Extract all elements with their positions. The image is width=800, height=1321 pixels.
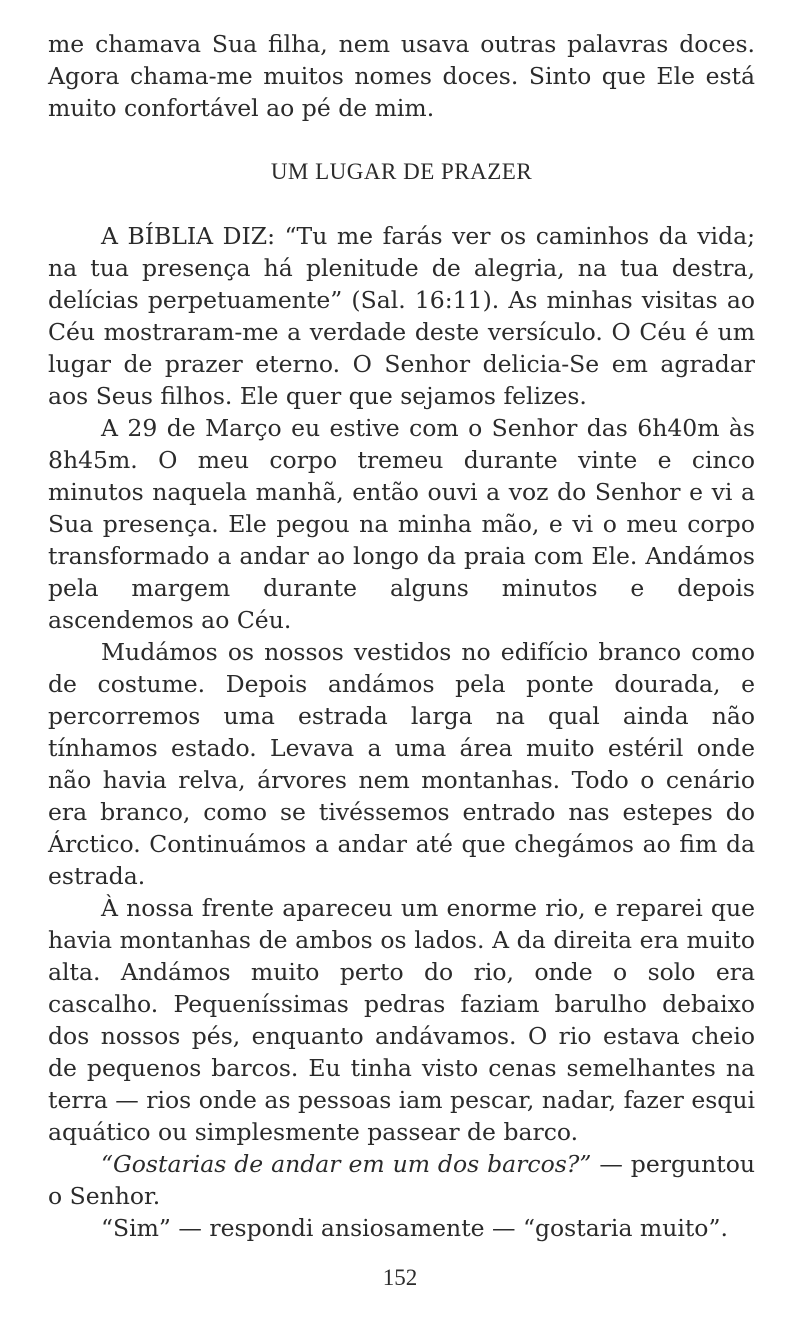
page-number: 152: [382, 1265, 418, 1290]
dialogue-question-quote: “Gostarias de andar em um dos barcos?”: [101, 1150, 592, 1178]
book-page: [48, 28, 755, 1244]
intro-paragraph: me chamava Sua filha, nem usava outras palavras doces. Agora chama-me muitos nomes doces. Sinto que Ele está muito confortável ao pé de mim.: [48, 30, 755, 122]
paragraph-march-29: A 29 de Março eu estive com o Senhor das 6h40m às 8h45m. O meu corpo tremeu durante vinte e cinco minutos naquela manhã, então ouvi a voz do Senhor e vi a Sua presença. Ele pegou na minha mão, e vi o meu corpo transformado a andar ao longo da praia com Ele. Andámos pela margem durante alguns minutos e depois ascendemos ao Céu.: [48, 414, 755, 634]
paragraph-white-building: Mudámos os nossos vestidos no edifício branco como de costume. Depois andámos pela ponte dourada, e percorremos uma estrada larga na qual ainda não tínhamos estado. Levava a uma área muito estéril onde não havia relva, árvores nem montanhas. Todo o cenário era branco, como se tivéssemos entrado nas estepes do Árctico. Continuámos a andar até que chegámos ao fim da estrada.: [48, 638, 755, 890]
dialogue-question: [48, 1148, 755, 1212]
section-title: UM LUGAR DE PRAZER: [270, 159, 533, 184]
dialogue-question-attribution: — perguntou o Senhor.: [48, 1150, 755, 1210]
dialogue-answer: “Sim” — respondi ansiosamente — “gostaria muito”.: [101, 1214, 728, 1242]
paragraph-river: À nossa frente apareceu um enorme rio, e reparei que havia montanhas de ambos os lados. A da direita era muito alta. Andámos muito perto do rio, onde o solo era cascalho. Pequeníssimas pedras faziam barulho debaixo dos nossos pés, enquanto andávamos. O rio estava cheio de pequenos barcos. Eu tinha visto cenas semelhantes na terra — rios onde as pessoas iam pescar, nadar, fazer esqui aquático ou simplesmente passear de barco.: [48, 894, 755, 1146]
paragraph-bible-quote: A BÍBLIA DIZ: “Tu me farás ver os caminhos da vida; na tua presença há plenitude de alegria, na tua destra, delícias perpetuamente” (Sal. 16:11). As minhas visitas ao Céu mostraram-me a verdade deste versículo. O Céu é um lugar de prazer eterno. O Senhor delicia-Se em agradar aos Seus filhos. Ele quer que sejamos felizes.: [48, 222, 755, 410]
